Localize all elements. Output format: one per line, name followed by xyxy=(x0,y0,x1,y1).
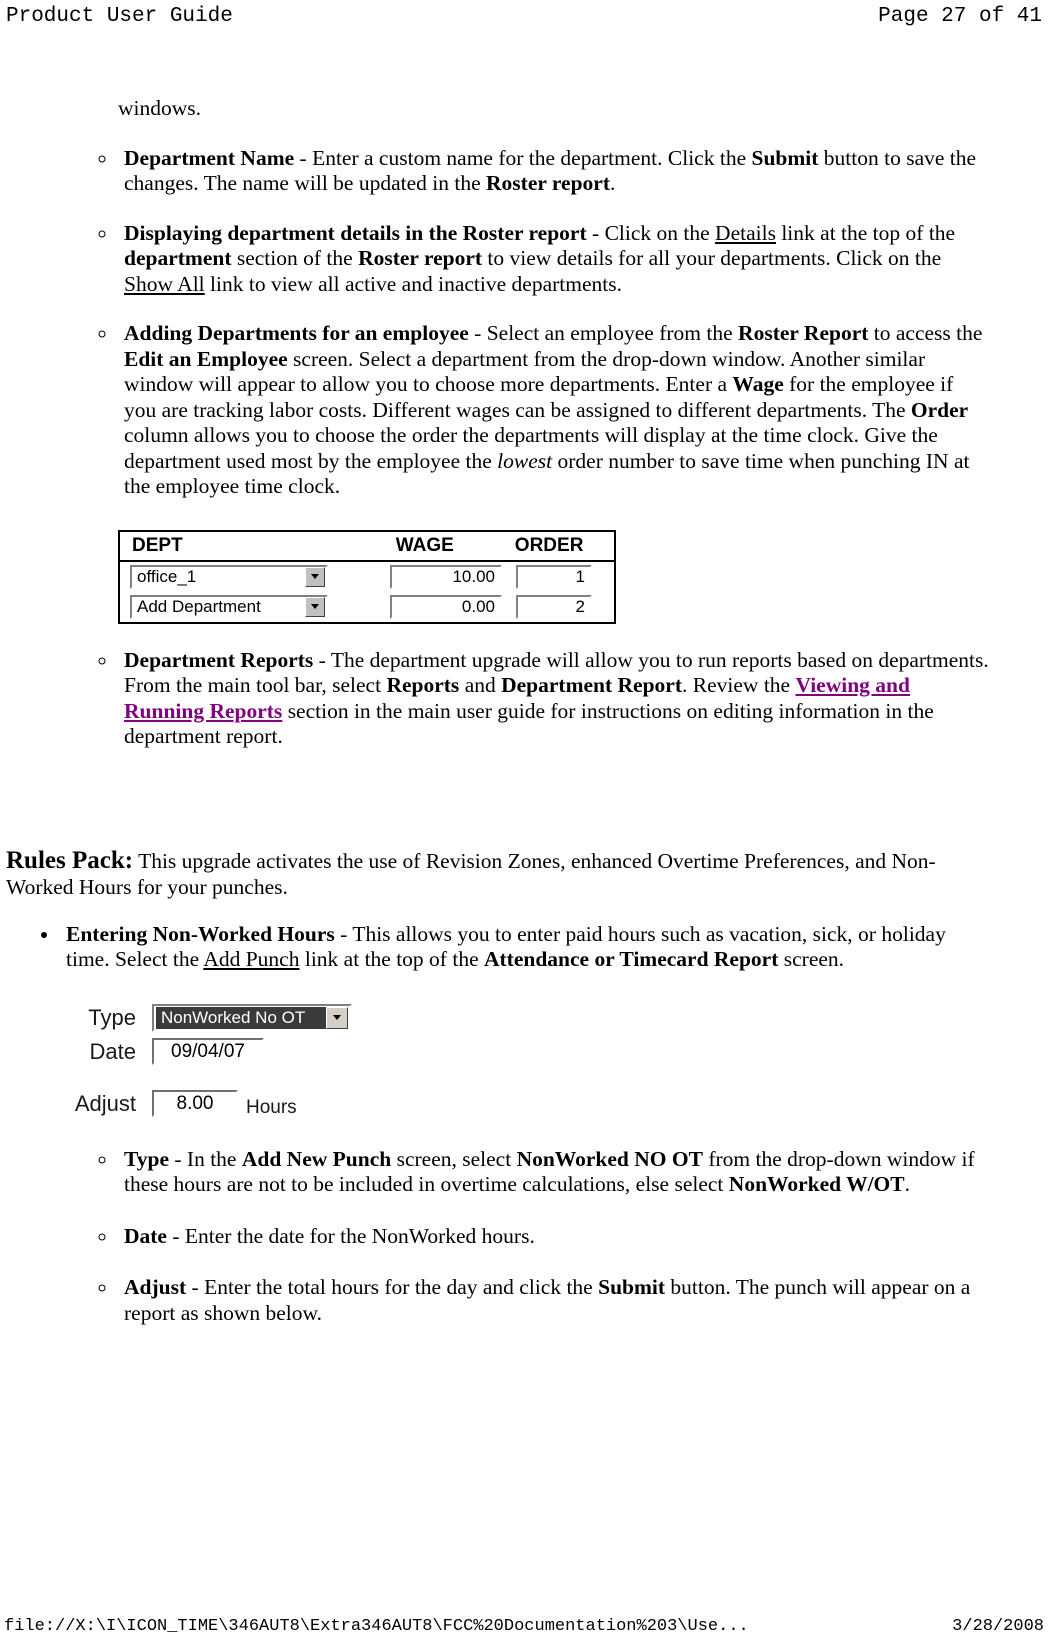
bullet-dash: - xyxy=(169,1146,187,1171)
dept-dropdown-value: office_1 xyxy=(137,566,197,586)
emphasis-submit: Submit xyxy=(751,145,819,170)
column-header-wage: WAGE xyxy=(395,534,454,556)
bullet-text: Select an employee from the xyxy=(486,321,739,345)
wage-input[interactable]: 0.00 xyxy=(390,595,502,619)
bullet-dash: - xyxy=(586,220,605,245)
bullet-dash: - xyxy=(294,145,313,170)
bullet-dash: - xyxy=(468,321,487,345)
chevron-down-icon[interactable] xyxy=(305,597,325,617)
emphasis-edit-an-employee: Edit an Employee xyxy=(124,346,288,371)
bullet-text: screen, select xyxy=(391,1146,517,1171)
bullet-term: Department Name xyxy=(124,145,295,170)
column-header-dept: DEPT xyxy=(132,534,183,556)
bullet-text: button. The punch will appear on a report as shown below. xyxy=(124,1275,971,1325)
bullet-text: order number to save time when punching IN at the employee time clock. xyxy=(124,448,970,498)
add-new-punch-screenshot xyxy=(60,1001,480,1121)
bullet-text: link to view all active and inactive departments. xyxy=(204,271,622,296)
adjust-label: Adjust xyxy=(74,1090,136,1116)
bullet-text: link at the top of the xyxy=(299,947,484,971)
footer-print-date: 3/28/2008 xyxy=(952,1617,1044,1636)
bullet-text: for the employee if you are tracking labor costs. Different wages can be assigned to different departments. The xyxy=(124,372,954,422)
bullet-text: screen. xyxy=(778,947,845,971)
department-bullet-list xyxy=(0,146,1048,500)
chevron-down-icon[interactable] xyxy=(326,1007,348,1029)
bullet-dash: - xyxy=(186,1275,205,1299)
bullet-term: Displaying department details in the Roster report xyxy=(124,220,587,245)
adjust-units-label: Hours xyxy=(246,1096,297,1118)
emphasis-order: Order xyxy=(910,397,969,422)
document-title: Product User Guide xyxy=(6,5,233,28)
dept-grid-row xyxy=(120,592,614,622)
dept-grid-row xyxy=(120,562,614,592)
date-input[interactable]: 09/04/07 xyxy=(152,1038,264,1065)
emphasis-submit: Submit xyxy=(598,1275,666,1299)
emphasis-wage: Wage xyxy=(732,372,784,396)
emphasis-add-new-punch: Add New Punch xyxy=(241,1146,392,1171)
type-label: Type xyxy=(88,1004,136,1030)
bullet-term: Entering Non-Worked Hours xyxy=(66,921,335,946)
bullet-term: Adding Departments for an employee xyxy=(124,321,469,345)
bullet-dash: - xyxy=(334,921,353,946)
rules-pack-body: This upgrade activates the use of Revision Zones, enhanced Overtime Preferences, and Non-Worked Hours for your punches. xyxy=(6,848,936,899)
adjust-input[interactable]: 8.00 xyxy=(152,1090,238,1117)
bullet-text: screen. Select a department from the drop-down window. Another similar window will appear to allow you to choose more departments. Enter a xyxy=(124,346,926,396)
date-label: Date xyxy=(89,1038,136,1064)
bullet-term: Adjust xyxy=(124,1275,187,1299)
emphasis-department: department xyxy=(124,246,232,270)
order-input[interactable]: 1 xyxy=(516,565,592,589)
bullet-text: Enter the total hours for the day and click the xyxy=(204,1275,599,1299)
bullet-adding-departments xyxy=(118,321,990,500)
bullet-adjust xyxy=(118,1275,990,1326)
bullet-text: section of the xyxy=(231,246,359,270)
emphasis-roster-report: Roster report xyxy=(486,171,610,195)
department-reports-list xyxy=(0,648,1048,750)
bullet-text: . xyxy=(610,171,616,195)
bullet-dash: - xyxy=(313,647,331,672)
chevron-down-icon[interactable] xyxy=(305,567,325,587)
bullet-text: link at the top of the xyxy=(775,220,956,245)
emphasis-attendance-or-timecard-report: Attendance or Timecard Report xyxy=(484,947,779,971)
bullet-text: column allows you to choose the order the departments will display at the time clock. Give the department used most by the employee the xyxy=(124,423,938,473)
rules-pack-heading xyxy=(0,848,1048,900)
emphasis-roster-report: Roster Report xyxy=(738,321,869,345)
punch-date-row xyxy=(60,1035,480,1069)
bullet-text: . xyxy=(904,1172,910,1196)
emphasis-lowest: lowest xyxy=(497,448,553,473)
bullet-text: from the drop-down window if these hours are not to be included in overtime calculations, else select xyxy=(124,1146,975,1196)
bullet-text: to view details for all your departments. Click on the xyxy=(482,246,942,270)
bullet-text: . Review the xyxy=(682,673,796,697)
dept-wage-order-screenshot xyxy=(118,530,616,624)
dept-grid xyxy=(118,530,616,624)
bullet-text: Enter the date for the NonWorked hours. xyxy=(184,1223,535,1248)
bullet-department-reports xyxy=(118,648,990,750)
type-dropdown[interactable] xyxy=(152,1004,352,1032)
punch-type-row xyxy=(60,1001,480,1035)
bullet-text: section in the main user guide for instructions on editing information in the department report. xyxy=(124,698,934,748)
bullet-text: In the xyxy=(186,1146,242,1171)
bullet-term: Date xyxy=(124,1223,167,1248)
emphasis-department-report: Department Report xyxy=(501,673,683,697)
emphasis-nonworked-w-ot: NonWorked W/OT xyxy=(728,1172,905,1196)
link-add-punch[interactable]: Add Punch xyxy=(203,947,300,971)
dept-dropdown[interactable] xyxy=(130,565,328,589)
order-input[interactable]: 2 xyxy=(516,595,592,619)
bullet-displaying-department-details xyxy=(118,221,990,298)
bullet-department-name xyxy=(118,146,990,197)
bullet-text: Enter a custom name for the department. Click the xyxy=(312,145,752,170)
bullet-type xyxy=(118,1147,990,1198)
bullet-term: Type xyxy=(124,1146,169,1171)
bullet-text: button to save the changes. The name will be updated in the xyxy=(124,145,977,195)
punch-adjust-row xyxy=(60,1087,480,1121)
wage-input[interactable]: 10.00 xyxy=(390,565,502,589)
bullet-text: Click on the xyxy=(604,220,716,245)
emphasis-nonworked-no-ot: NonWorked NO OT xyxy=(516,1146,703,1171)
link-details[interactable]: Details xyxy=(715,220,776,245)
bullet-dash: - xyxy=(166,1223,185,1248)
punch-field-bullet-list xyxy=(0,1147,1048,1327)
bullet-text: The department upgrade will allow you to run reports based on departments. From the main tool bar, select xyxy=(124,647,989,697)
bullet-text: to access the xyxy=(868,321,983,345)
page-number: Page 27 of 41 xyxy=(878,5,1042,28)
bullet-text: and xyxy=(459,673,502,697)
add-department-dropdown[interactable] xyxy=(130,595,328,619)
emphasis-roster-report: Roster report xyxy=(358,246,483,270)
rules-pack-label: Rules Pack: xyxy=(6,846,134,874)
emphasis-reports: Reports xyxy=(386,673,460,697)
continued-paragraph: windows. xyxy=(118,96,202,120)
link-show-all[interactable]: Show All xyxy=(124,271,205,296)
dept-grid-header-row xyxy=(120,532,614,562)
bullet-text: This allows you to enter paid hours such as vacation, sick, or holiday time. Select the xyxy=(66,921,946,971)
type-dropdown-value: NonWorked No OT xyxy=(156,1007,326,1029)
column-header-order: ORDER xyxy=(514,534,584,556)
page-footer xyxy=(0,1610,1048,1640)
bullet-date xyxy=(118,1224,990,1250)
add-department-dropdown-value: Add Department xyxy=(137,596,261,616)
document-content xyxy=(0,96,1048,1326)
footer-file-path: file://X:\I\ICON_TIME\346AUT8\Extra346AUT8\FCC%20Documentation%203\Use... xyxy=(4,1617,749,1636)
bullet-entering-non-worked-hours xyxy=(60,922,990,973)
page-header xyxy=(0,0,1048,34)
rules-pack-bullet-list xyxy=(0,922,1048,973)
link-viewing-and-running-reports[interactable]: Viewing and Running Reports xyxy=(124,673,910,723)
bullet-term: Department Reports xyxy=(124,647,314,672)
